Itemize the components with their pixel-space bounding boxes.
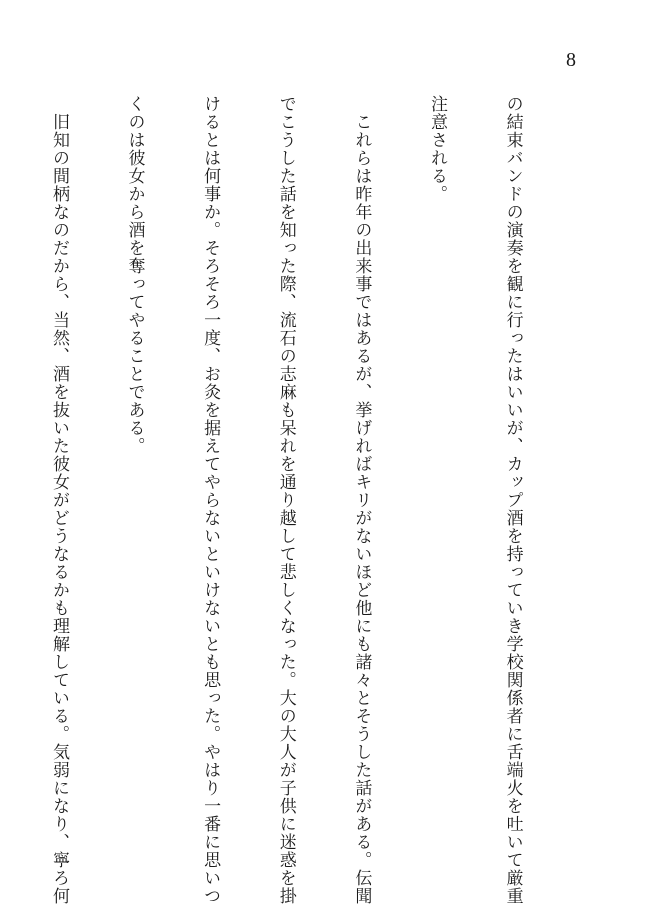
text-line: これらは昨年の出来事ではあるが、挙げればキリがないほど他にも諸々とそうした話がある。伝聞 [351,95,372,905]
text-line: くのは彼女から酒を奪ってやることである。 [124,95,145,455]
text-line: けるとは何事か。そろそろ一度、お灸を据えてやらないといけないとも思った。やはり一番に思いつ [200,95,221,905]
text-line: の結束バンドの演奏を観に行ったはいいが、カップ酒を持っていき学校関係者に舌端火を吐いて厳重 [502,95,523,905]
page-number: 8 [566,49,576,71]
body-text [48,95,575,905]
text-line: 注意される。 [426,95,447,203]
text-line: 旧知の間柄なのだから、当然、酒を抜いた彼女がどうなるかも理解している。気弱になり、寧ろ何 [48,95,69,905]
text-line: でこうした話を知った際、流石の志麻も呆れを通り越して悲しくなった。大の大人が子供に迷惑を掛 [275,95,296,905]
